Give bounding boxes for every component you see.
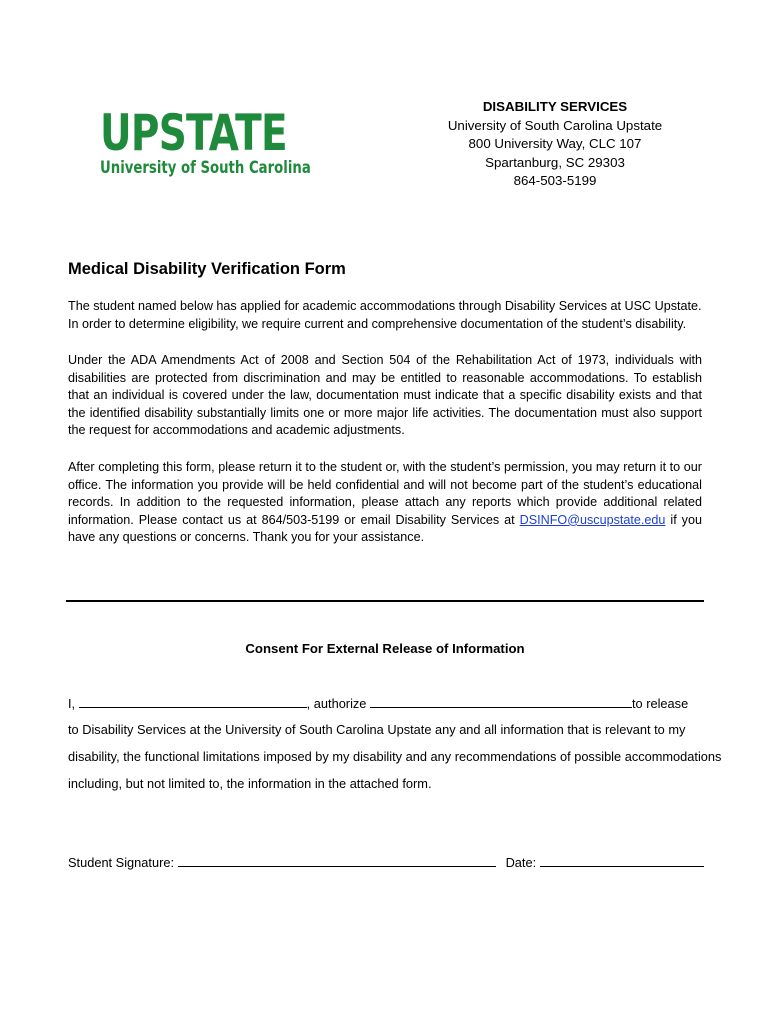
phone-number: 864-503-5199 — [513, 173, 597, 188]
signature-row — [68, 854, 708, 870]
logo-wordmark: UPSTATE — [100, 104, 287, 162]
instructions-text-end: if you have any questions or concerns. Thank you for your assistance. — [68, 512, 702, 545]
form-title: Medical Disability Verification Form — [68, 260, 346, 278]
signature-field[interactable] — [178, 854, 496, 867]
consent-authorization-line — [68, 695, 708, 711]
consent-title: Consent For External Release of Information — [245, 641, 525, 656]
consent-release-label: to release — [631, 696, 689, 711]
student-name-field[interactable] — [79, 695, 307, 708]
instructions-paragraph — [68, 459, 702, 547]
consent-i-label: I, — [68, 696, 79, 711]
section-divider — [66, 600, 704, 602]
date-label: Date: — [505, 855, 540, 870]
address-block — [440, 98, 670, 191]
consent-text-line: to Disability Services at the University of South Carolina Upstate any and all information that is relevant to my — [68, 722, 686, 737]
city-state-zip: Spartanburg, SC 29303 — [485, 154, 625, 170]
email-link[interactable]: DSINFO@uscupstate.edu — [519, 512, 666, 527]
university-name: University of South Carolina Upstate — [447, 117, 663, 133]
upstate-logo — [100, 104, 311, 178]
date-field[interactable] — [540, 854, 704, 867]
consent-text-line: including, but not limited to, the information in the attached form. — [68, 776, 432, 791]
instructions-text-start: After completing this form, please return it to the student or, with the student’s permission, you may return it to our office. The information you provide will be held confidential and will not become part of the student’s educational records. In addition to the requested information, please attach any reports which provide additional related information. Please contact us at 864/503-5199 or email Disability Services at — [68, 460, 702, 527]
signature-label: Student Signature: — [68, 855, 178, 870]
consent-authorize-label: , authorize — [306, 696, 370, 711]
department-name: DISABILITY SERVICES — [482, 99, 628, 114]
consent-text-line: disability, the functional limitations imposed by my disability and any recommendations of possible accommodations — [68, 749, 722, 764]
ada-paragraph: Under the ADA Amendments Act of 2008 and Section 504 of the Rehabilitation Act of 1973, individuals with disabilities are protected from discrimination and may be entitled to reasonable accommodations. To establish that an individual is covered under the law, documentation must indicate that a specific disability exists and that the identified disability substantially limits one or more major life activities. The documentation must also support the request for accommodations and academic adjustments. — [68, 353, 702, 438]
street-address: 800 University Way, CLC 107 — [468, 136, 642, 151]
intro-paragraph: The student named below has applied for academic accommodations through Disability Services at USC Upstate. In order to determine eligibility, we require current and comprehensive documentation of the student’s disability. — [68, 299, 702, 331]
release-party-field[interactable] — [370, 695, 632, 708]
logo-subtitle: University of South Carolina — [100, 158, 311, 178]
